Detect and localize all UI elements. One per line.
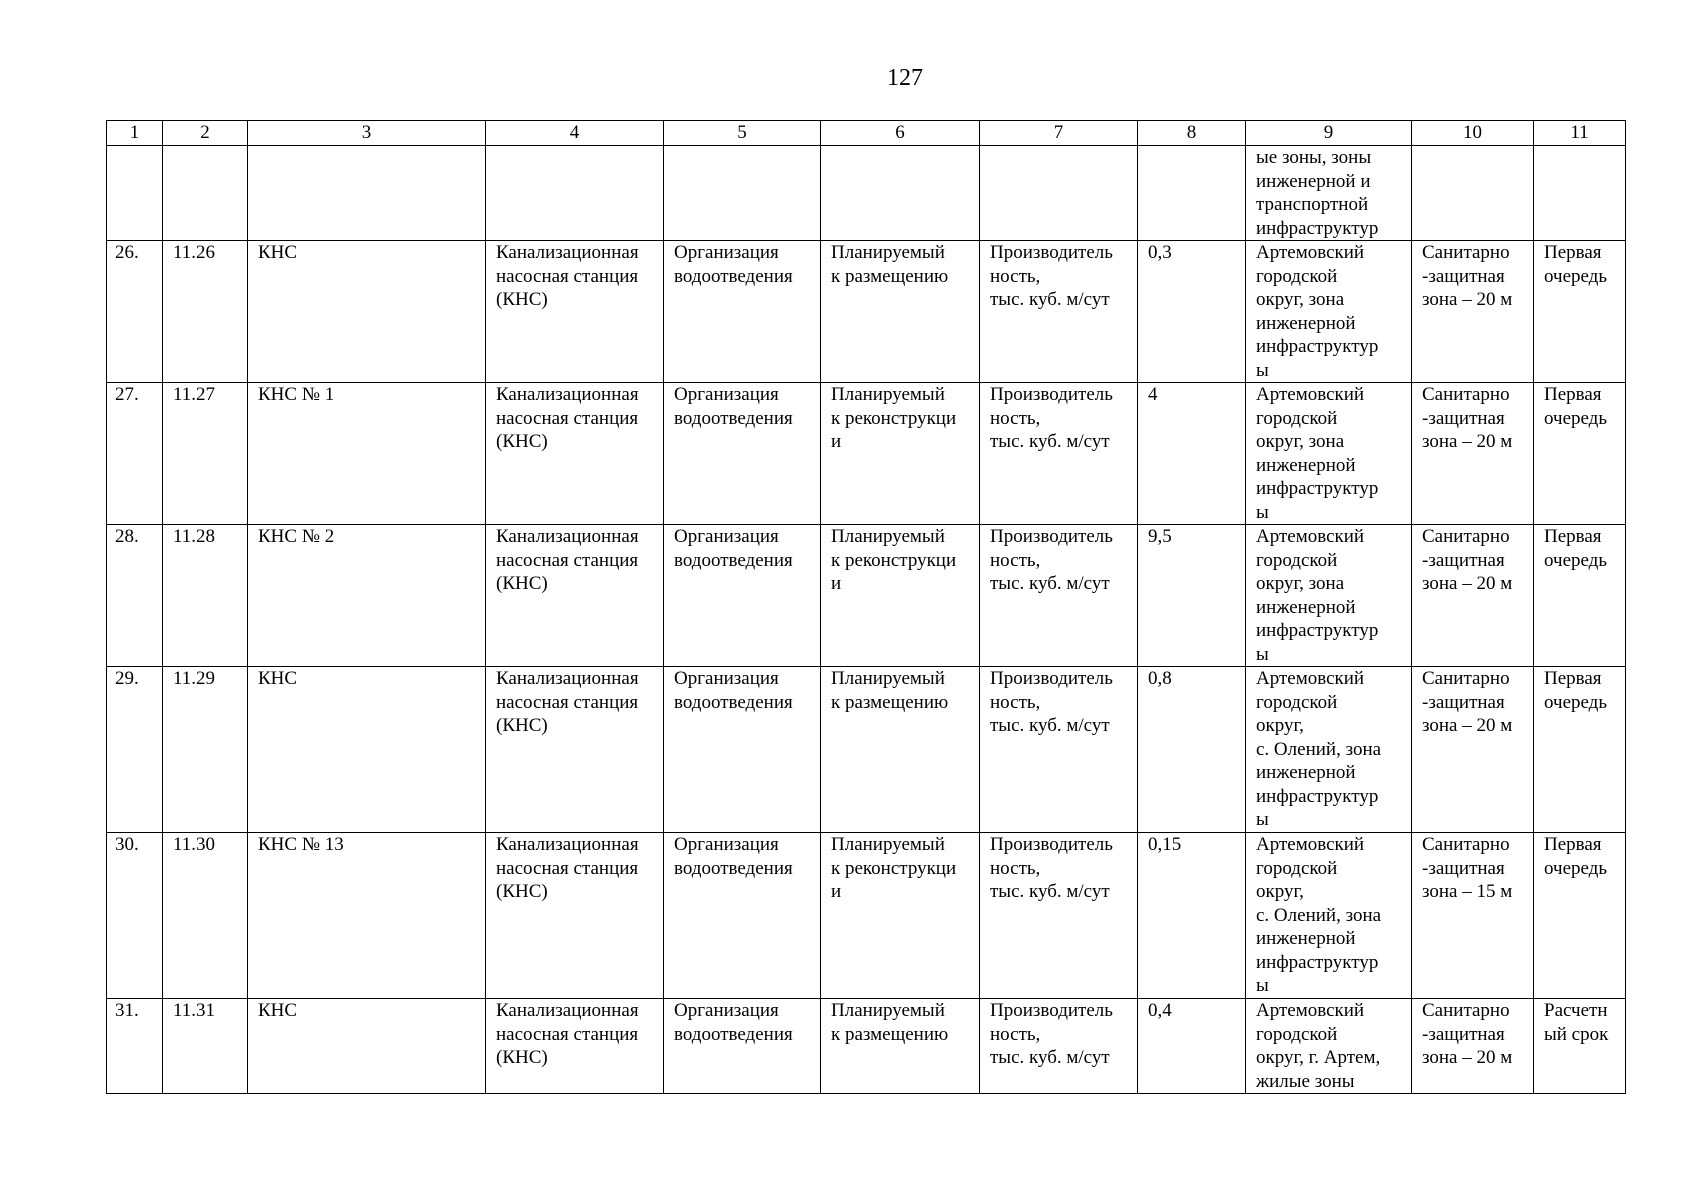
- table-cell: Организация водоотведения: [664, 833, 821, 999]
- table-cell: Артемовский городской округ, г. Артем, жилые зоны: [1246, 999, 1412, 1094]
- page-number: 127: [887, 65, 923, 91]
- column-header: 6: [821, 121, 980, 146]
- column-header: 11: [1534, 121, 1626, 146]
- table-cell: ые зоны, зоны инженерной и транспортной инфраструктур: [1246, 146, 1412, 241]
- table-cell: 27.: [107, 383, 163, 525]
- table-cell: Санитарно -защитная зона – 15 м: [1412, 833, 1534, 999]
- table-row: [107, 667, 1626, 833]
- table-cell: Организация водоотведения: [664, 525, 821, 667]
- table-cell: Организация водоотведения: [664, 999, 821, 1094]
- table-cell: КНС: [248, 999, 486, 1094]
- data-table: [106, 120, 1626, 1094]
- table-cell: Планируемый к реконструкци и: [821, 383, 980, 525]
- table-cell: 28.: [107, 525, 163, 667]
- table-cell: 11.31: [163, 999, 248, 1094]
- table-cell: [1138, 146, 1246, 241]
- table-cell: Первая очередь: [1534, 525, 1626, 667]
- table-cell: Производитель ность, тыс. куб. м/сут: [980, 383, 1138, 525]
- table-cell: Канализационная насосная станция (КНС): [486, 999, 664, 1094]
- table-cell: 29.: [107, 667, 163, 833]
- table-cell: Планируемый к размещению: [821, 667, 980, 833]
- table-cell: Канализационная насосная станция (КНС): [486, 525, 664, 667]
- table-cell: [980, 146, 1138, 241]
- table-cell: 11.30: [163, 833, 248, 999]
- column-header: 10: [1412, 121, 1534, 146]
- table-row: [107, 999, 1626, 1094]
- table-cell: 26.: [107, 241, 163, 383]
- table-cell: 31.: [107, 999, 163, 1094]
- table-cell: [107, 146, 163, 241]
- table-cell: Организация водоотведения: [664, 241, 821, 383]
- table-cell: КНС: [248, 667, 486, 833]
- table-cell: 11.29: [163, 667, 248, 833]
- table-cell: 9,5: [1138, 525, 1246, 667]
- table-cell: КНС № 2: [248, 525, 486, 667]
- table-cell: Первая очередь: [1534, 383, 1626, 525]
- table-cell: 11.26: [163, 241, 248, 383]
- table-cell: 4: [1138, 383, 1246, 525]
- column-header: 2: [163, 121, 248, 146]
- table-cell: Первая очередь: [1534, 667, 1626, 833]
- table-cell: Первая очередь: [1534, 241, 1626, 383]
- table-cell: Артемовский городской округ, зона инженерной инфраструктур ы: [1246, 241, 1412, 383]
- table-cell: Организация водоотведения: [664, 667, 821, 833]
- table-cell: Расчетн ый срок: [1534, 999, 1626, 1094]
- table-cell: [248, 146, 486, 241]
- table-cell: Канализационная насосная станция (КНС): [486, 241, 664, 383]
- table-cell: Артемовский городской округ, зона инженерной инфраструктур ы: [1246, 383, 1412, 525]
- table-cell: Санитарно -защитная зона – 20 м: [1412, 383, 1534, 525]
- table-cell: Канализационная насосная станция (КНС): [486, 383, 664, 525]
- table-cell: [486, 146, 664, 241]
- table-cell: [1412, 146, 1534, 241]
- table-cell: 0,4: [1138, 999, 1246, 1094]
- table-cell: [1534, 146, 1626, 241]
- table-cell: Санитарно -защитная зона – 20 м: [1412, 999, 1534, 1094]
- column-header: 7: [980, 121, 1138, 146]
- table-cell: 30.: [107, 833, 163, 999]
- table-cell: Первая очередь: [1534, 833, 1626, 999]
- table-cell: Производитель ность, тыс. куб. м/сут: [980, 667, 1138, 833]
- table-cell: 0,3: [1138, 241, 1246, 383]
- table-cell: Организация водоотведения: [664, 383, 821, 525]
- table-cell: Артемовский городской округ, зона инженерной инфраструктур ы: [1246, 525, 1412, 667]
- table-cell: Канализационная насосная станция (КНС): [486, 833, 664, 999]
- table-cell: Производитель ность, тыс. куб. м/сут: [980, 241, 1138, 383]
- table-cell: КНС: [248, 241, 486, 383]
- table-cell: Артемовский городской округ, с. Олений, зона инженерной инфраструктур ы: [1246, 833, 1412, 999]
- table-cell: Производитель ность, тыс. куб. м/сут: [980, 833, 1138, 999]
- table-row: [107, 525, 1626, 667]
- table-cell: Планируемый к реконструкци и: [821, 833, 980, 999]
- table-cell: Санитарно -защитная зона – 20 м: [1412, 667, 1534, 833]
- table-cell: [664, 146, 821, 241]
- table-cell: 0,15: [1138, 833, 1246, 999]
- table-row: [107, 833, 1626, 999]
- column-header: 3: [248, 121, 486, 146]
- table-cell: КНС № 1: [248, 383, 486, 525]
- column-header: 8: [1138, 121, 1246, 146]
- column-header: 5: [664, 121, 821, 146]
- table-cell: 0,8: [1138, 667, 1246, 833]
- table-cell: Планируемый к размещению: [821, 241, 980, 383]
- column-header: 1: [107, 121, 163, 146]
- table-cell: Канализационная насосная станция (КНС): [486, 667, 664, 833]
- table-cell: Производитель ность, тыс. куб. м/сут: [980, 999, 1138, 1094]
- table-cell: Планируемый к реконструкци и: [821, 525, 980, 667]
- table-row: [107, 241, 1626, 383]
- table-cell: Санитарно -защитная зона – 20 м: [1412, 241, 1534, 383]
- table-cell: [163, 146, 248, 241]
- table-cell: 11.27: [163, 383, 248, 525]
- column-header: 4: [486, 121, 664, 146]
- table-cell: [821, 146, 980, 241]
- table-cell: Санитарно -защитная зона – 20 м: [1412, 525, 1534, 667]
- column-header: 9: [1246, 121, 1412, 146]
- table-cell: 11.28: [163, 525, 248, 667]
- table-row: [107, 383, 1626, 525]
- table-cell: КНС № 13: [248, 833, 486, 999]
- table-header-row: [107, 121, 1626, 146]
- table-cell: Артемовский городской округ, с. Олений, зона инженерной инфраструктур ы: [1246, 667, 1412, 833]
- table-cell: Производитель ность, тыс. куб. м/сут: [980, 525, 1138, 667]
- table-row-continuation: [107, 146, 1626, 241]
- table-cell: Планируемый к размещению: [821, 999, 980, 1094]
